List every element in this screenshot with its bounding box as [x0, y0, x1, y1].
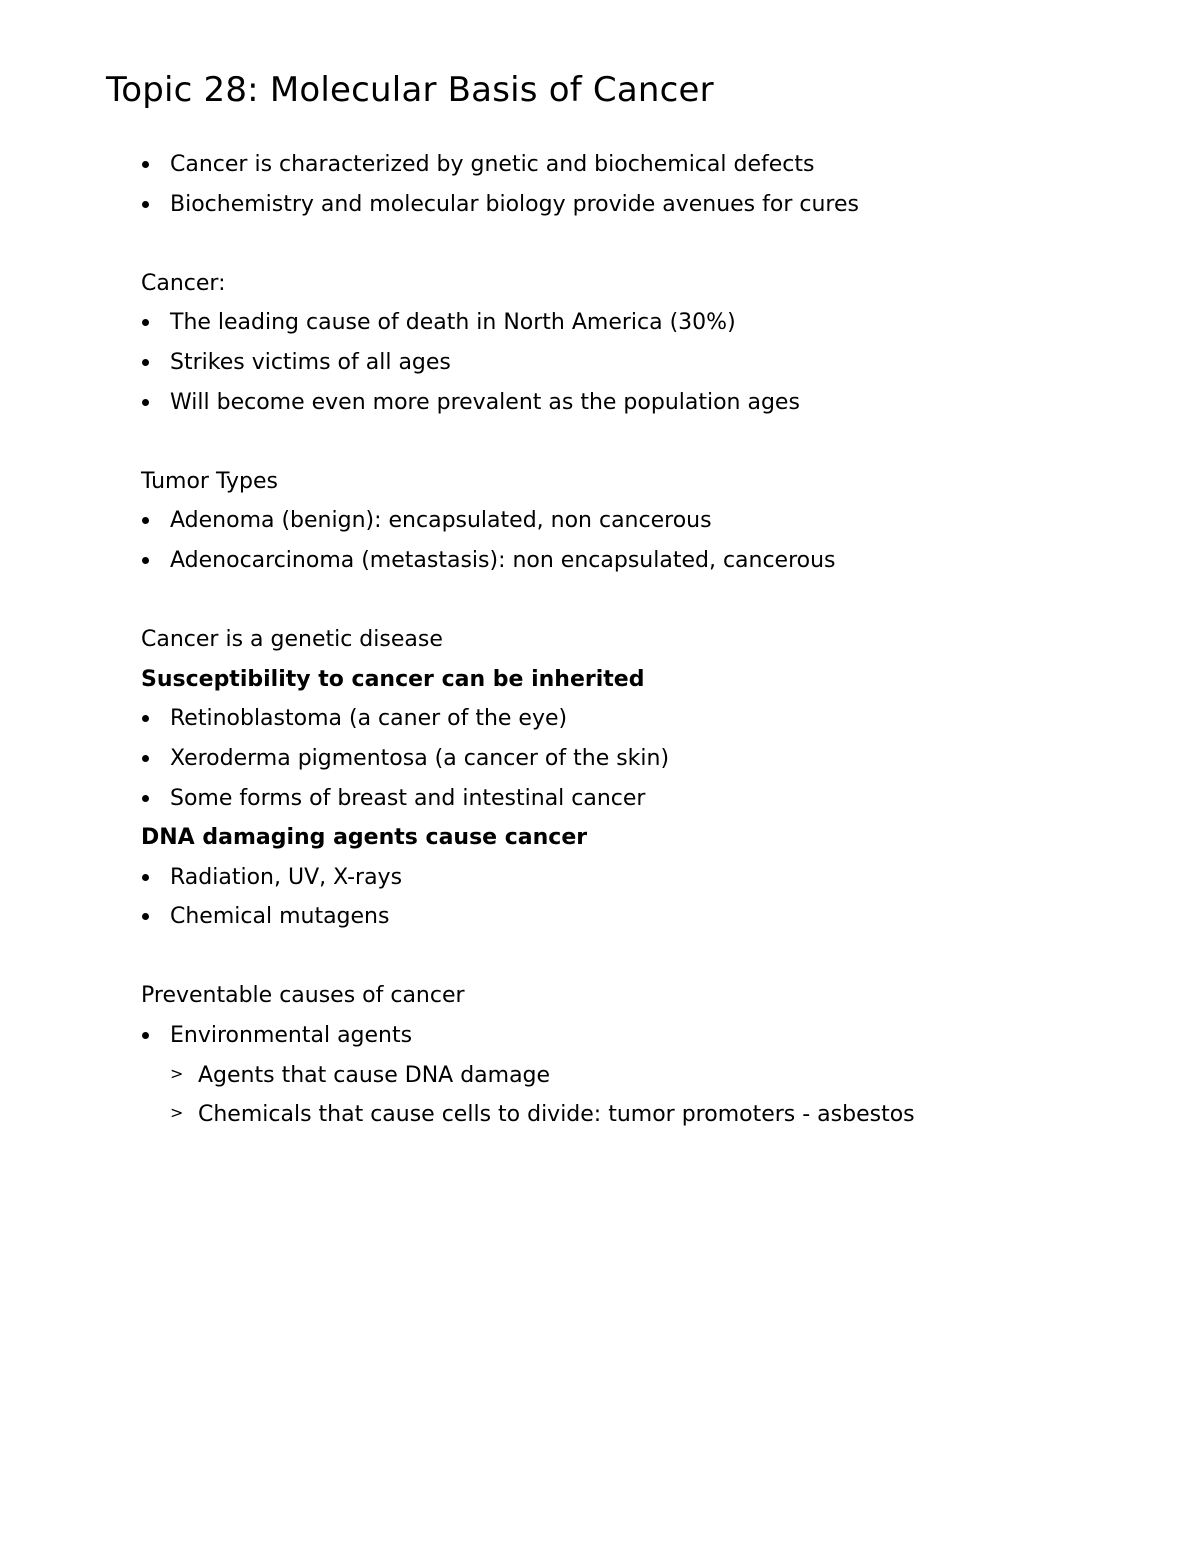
list-item [141, 541, 1141, 581]
bullet-icon [142, 557, 149, 564]
list-item [141, 303, 1141, 343]
sub-list-item-text: Chemicals that cause cells to divide: tumor promoters - asbestos [198, 1102, 915, 1128]
bullet-icon [142, 399, 149, 406]
bullet-icon [142, 913, 149, 920]
list-item-text: Biochemistry and molecular biology provide avenues for cures [170, 191, 859, 217]
list-item-text: Strikes victims of all ages [170, 349, 451, 375]
bullet-icon [142, 319, 149, 326]
sub-list-item [141, 1056, 1141, 1096]
list-item [141, 699, 1141, 739]
arrow-marker-icon: > [170, 1103, 184, 1123]
sub-list-item [141, 1095, 1141, 1135]
spacer [141, 581, 1141, 621]
spacer [141, 422, 1141, 462]
bullet-icon [142, 795, 149, 802]
list-item-text: The leading cause of death in North America (30%) [170, 310, 736, 336]
subheading-dna-damage: DNA damaging agents cause cancer [141, 825, 588, 851]
document-body [141, 145, 1141, 1135]
bullet-icon [142, 874, 149, 881]
list-item [141, 185, 1141, 225]
list-item [141, 897, 1141, 937]
list-item-text: Environmental agents [170, 1023, 413, 1049]
section-heading-preventable: Preventable causes of cancer [141, 983, 465, 1009]
bullet-icon [142, 517, 149, 524]
subheading-susceptibility: Susceptibility to cancer can be inherited [141, 666, 645, 692]
list-item-text: Will become even more prevalent as the population ages [170, 389, 800, 415]
bullet-icon [142, 1032, 149, 1039]
section-heading-cancer: Cancer: [141, 270, 226, 296]
bullet-icon [142, 715, 149, 722]
spacer [141, 937, 1141, 977]
list-item [141, 1016, 1141, 1056]
list-item [141, 145, 1141, 185]
list-item-text: Xeroderma pigmentosa (a cancer of the skin) [170, 745, 670, 771]
page-title: Topic 28: Molecular Basis of Cancer [106, 70, 714, 110]
list-item-text: Some forms of breast and intestinal cancer [170, 785, 646, 811]
section-heading-tumor-types: Tumor Types [141, 468, 278, 494]
list-item-text: Chemical mutagens [170, 904, 390, 930]
list-item-text: Radiation, UV, X-rays [170, 864, 403, 890]
bullet-icon [142, 161, 149, 168]
list-item-text: Retinoblastoma (a caner of the eye) [170, 706, 568, 732]
list-item-text: Cancer is characterized by gnetic and biochemical defects [170, 152, 815, 177]
arrow-marker-icon: > [170, 1063, 184, 1083]
list-item [141, 383, 1141, 423]
list-item [141, 343, 1141, 383]
list-item-text: Adenocarcinoma (metastasis): non encapsulated, cancerous [170, 547, 836, 573]
bullet-icon [142, 359, 149, 366]
bullet-icon [142, 755, 149, 762]
list-item-text: Adenoma (benign): encapsulated, non cancerous [170, 508, 712, 534]
list-item [141, 779, 1141, 819]
sub-list-item-text: Agents that cause DNA damage [198, 1062, 551, 1088]
section-heading-genetic: Cancer is a genetic disease [141, 627, 443, 653]
list-item [141, 739, 1141, 779]
spacer [141, 224, 1141, 264]
list-item [141, 858, 1141, 898]
bullet-icon [142, 201, 149, 208]
list-item [141, 501, 1141, 541]
